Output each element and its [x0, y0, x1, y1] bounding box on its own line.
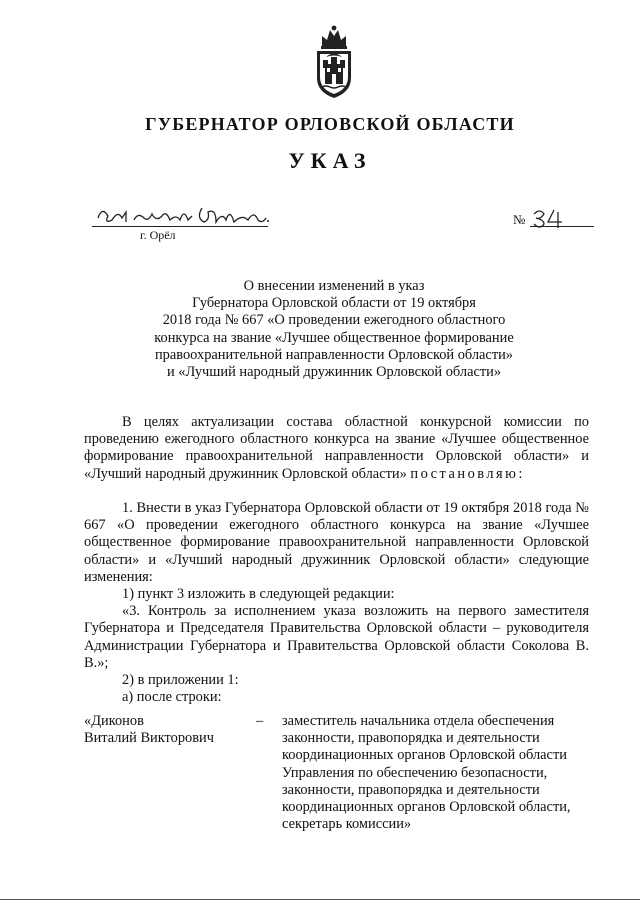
page-bottom-rule	[0, 899, 640, 900]
number-label: №	[513, 212, 526, 227]
subitem-2: 2) в приложении 1:	[122, 672, 239, 689]
preamble	[84, 414, 589, 483]
decree-word: постановляю:	[410, 465, 525, 482]
decree-items	[84, 500, 589, 706]
item-1: 1. Внести в указ Губернатора Орловской области от 19 октября 2018 года № 667 «О проведении ежегодного областного конкурса на звание «Лучшее общественное формирование правоохранительной направленности Орловской области» и «Лучший народный дружинник Орловской области» следующие изменения:	[84, 500, 589, 585]
member-name: «Диконов Виталий Викторович	[84, 713, 214, 747]
number-underline	[530, 226, 594, 227]
subitem-1: 1) пункт 3 изложить в следующей редакции:	[122, 586, 395, 603]
member-dash: –	[256, 713, 264, 729]
subject-line: конкурса на звание «Лучшее общественное формирование	[154, 329, 514, 346]
subject-line: правоохранительной направленности Орловской области»	[154, 346, 514, 363]
date-underline	[92, 226, 268, 227]
subject-line: Губернатора Орловской области от 19 октября	[192, 295, 476, 312]
preamble-text: В целях актуализации состава областной конкурсной комиссии по проведению ежегодного областного конкурса на звание «Лучшее общественное формирование правоохранительной направленности Орловской области» и «Лучший народный дружинник Орловской области»	[84, 414, 589, 482]
subject-line: и «Лучший народный дружинник Орловской области»	[166, 364, 502, 381]
subject-line: О внесении изменений в указ	[243, 278, 425, 294]
subitem-2a: а) после строки:	[122, 689, 222, 706]
subject-line: 2018 года № 667 «О проведении ежегодного областного	[162, 312, 506, 329]
member-position: заместитель начальника отдела обеспечения законности, правопорядка и деятельности координационных органов Орловской области Управления по обеспечению безопасности, законности, правопорядка и деятельности координационных органов Орловской области, секретарь комиссии»	[282, 713, 571, 833]
issuer-title: ГУБЕРНАТОР ОРЛОВСКОЙ ОБЛАСТИ	[145, 114, 515, 134]
quoted-paragraph: «3. Контроль за исполнением указа возложить на первого заместителя Губернатора и Председателя Правительства Орловской области – руководителя Администрации Губернатора и Правительства Орловской области Соколова В. В.»;	[84, 603, 589, 671]
commission-member-row	[84, 713, 589, 833]
city-label: г. Орёл	[140, 228, 176, 242]
coat-of-arms-emblem	[312, 24, 356, 100]
document-type-heading: УКАЗ	[288, 148, 372, 173]
coat-of-arms-icon	[312, 24, 356, 100]
decree-subject	[130, 278, 538, 381]
